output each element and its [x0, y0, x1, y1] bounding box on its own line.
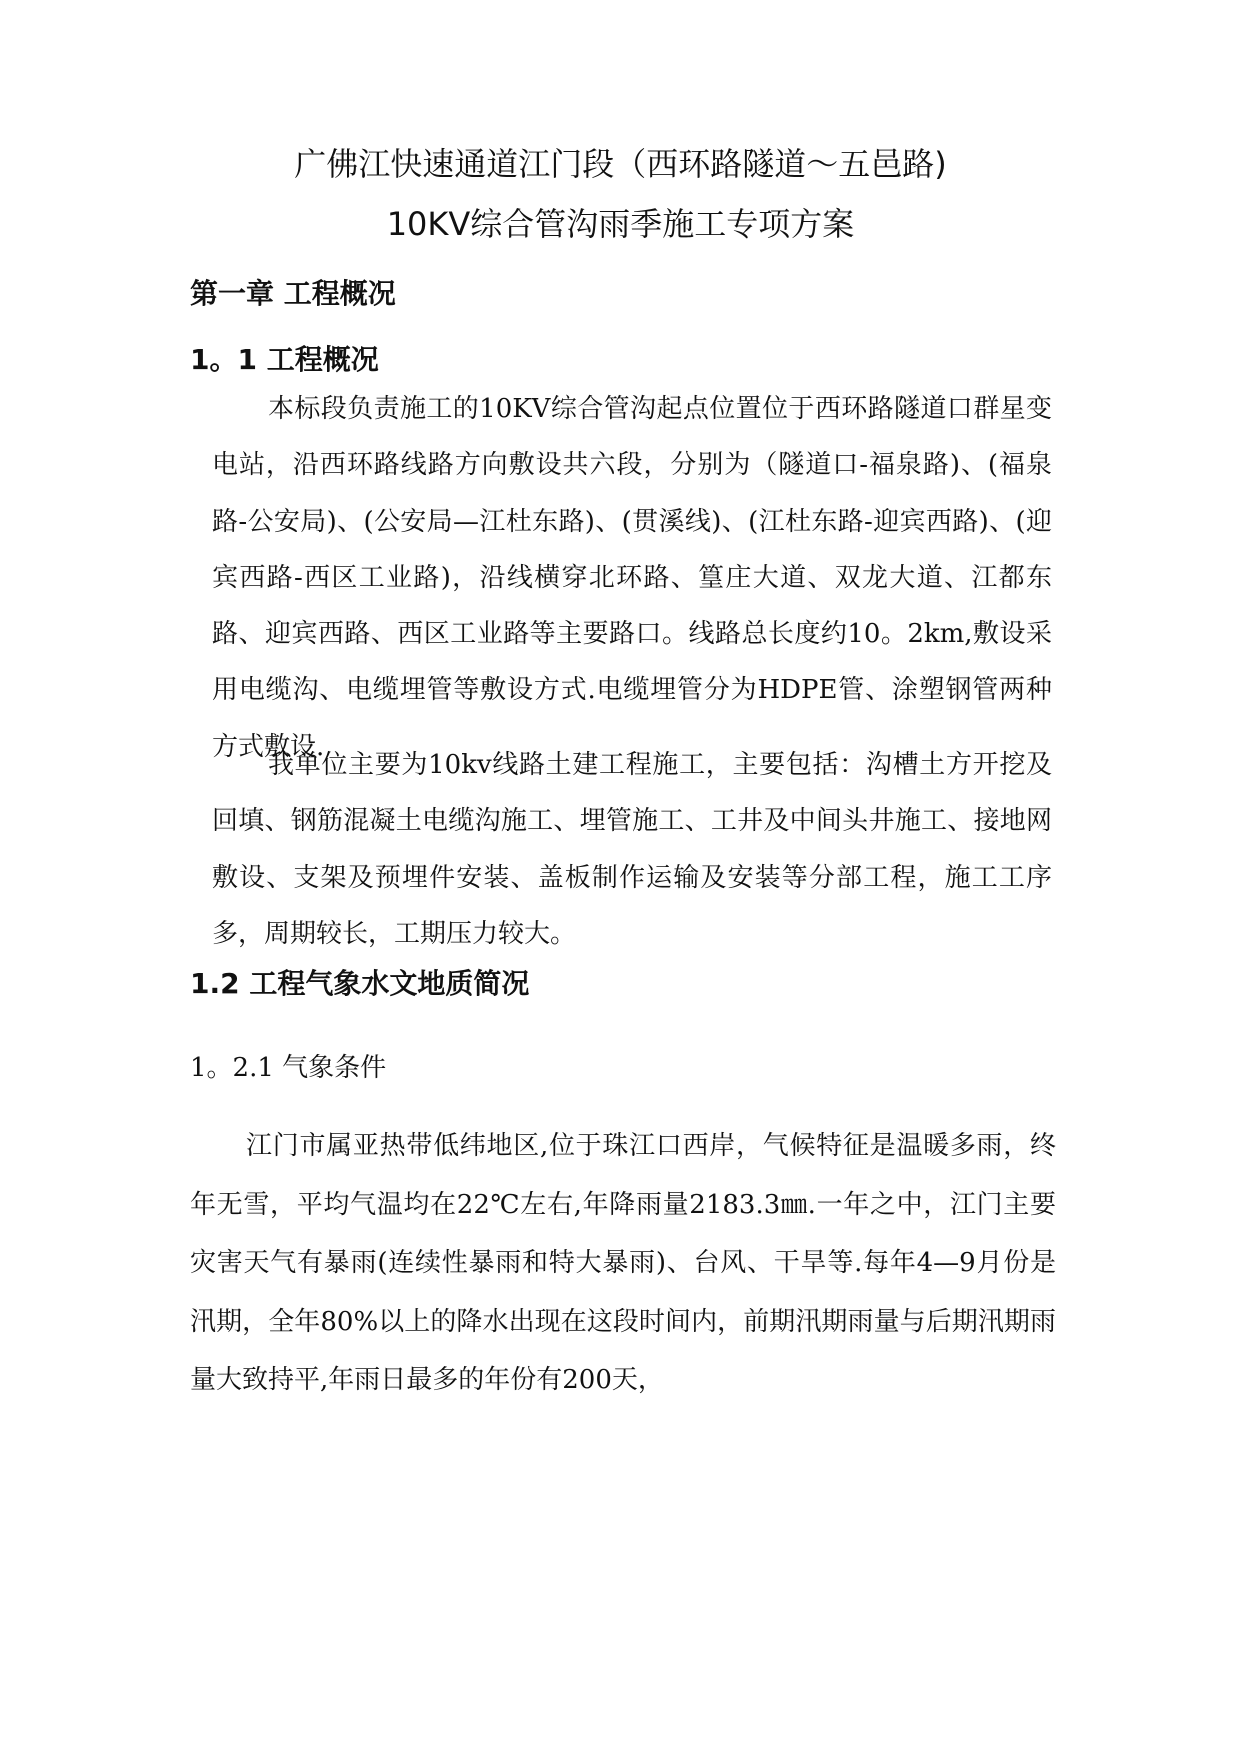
- subsection-heading-1-2-1: 1。2.1 气象条件: [190, 1053, 387, 1083]
- document-title-line-2: 10KV综合管沟雨季施工专项方案: [386, 205, 855, 243]
- chapter-heading: 第一章 工程概况: [190, 277, 396, 310]
- section-heading-1-1: 1。1 工程概况: [190, 343, 379, 376]
- subsection-1-2-1-paragraph: 江门市属亚热带低纬地区,位于珠江口西岸，气候特征是温暖多雨，终年无雪，平均气温均在22℃左右,年降雨量2183.3㎜.一年之中，江门主要灾害天气有暴雨(连续性暴雨和特大暴雨)、台风、干旱等.每年4—9月份是汛期，全年80%以上的降水出现在这段时间内，前期汛期雨量与后期汛期雨量大致持平,年雨日最多的年份有200天，: [190, 1131, 1056, 1395]
- section-1-1-paragraph-2: 我单位主要为10kv线路土建工程施工，主要包括：沟槽土方开挖及回填、钢筋混凝土电缆沟施工、埋管施工、工井及中间头井施工、接地网敷设、支架及预埋件安装、盖板制作运输及安装等分部工程，施工工序多，周期较长，工期压力较大。: [212, 750, 1052, 949]
- document-title-line-1: 广佛江快速通道江门段（西环路隧道～五邑路): [294, 145, 947, 183]
- section-heading-1-2: 1.2 工程气象水文地质简况: [190, 967, 530, 1000]
- section-1-1-paragraph-1: 本标段负责施工的10KV综合管沟起点位置位于西环路隧道口群星变电站，沿西环路线路方向敷设共六段，分别为（隧道口-福泉路)、(福泉路-公安局)、(公安局—江杜东路)、(贯溪线)、(江杜东路-迎宾西路)、(迎宾西路-西区工业路)，沿线横穿北环路、篁庄大道、双龙大道、江都东路、迎宾西路、西区工业路等主要路口。线路总长度约10。2km,敷设采用电缆沟、电缆埋管等敷设方式.电缆埋管分为HDPE管、涂塑钢管两种方式敷设.: [212, 394, 1052, 762]
